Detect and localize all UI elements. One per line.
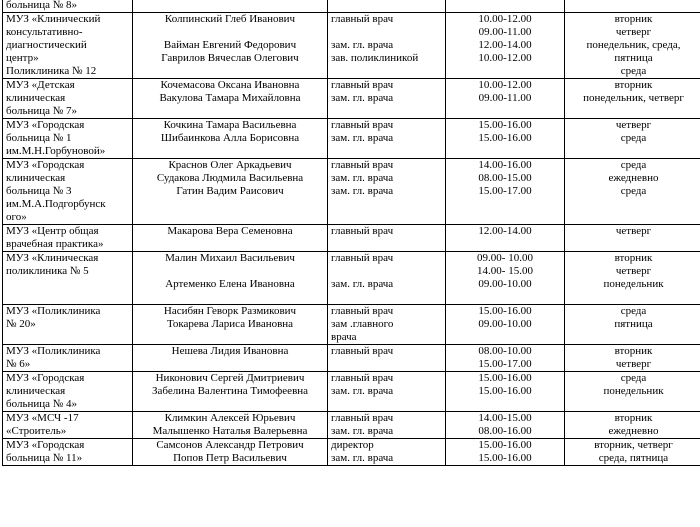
doctor-name: Попов Петр Васильевич bbox=[173, 452, 287, 464]
reception-day-cell bbox=[565, 119, 700, 159]
reception-time bbox=[449, 105, 561, 118]
reception-time bbox=[449, 211, 561, 224]
position-cell bbox=[328, 119, 446, 159]
table-row bbox=[3, 439, 700, 466]
doctor-name bbox=[136, 211, 324, 224]
position bbox=[331, 105, 442, 118]
reception-day: вторник bbox=[614, 79, 653, 91]
table-row bbox=[3, 225, 700, 252]
doctor-name: Кочемасова Оксана Ивановна bbox=[160, 79, 300, 91]
reception-day: вторник bbox=[614, 345, 653, 357]
table-row bbox=[3, 372, 700, 412]
table-row bbox=[3, 159, 700, 225]
reception-day: ежедневно bbox=[608, 425, 659, 437]
position: зам. гл. врача bbox=[331, 452, 394, 464]
organization-line: поликлиника № 5 bbox=[6, 265, 89, 277]
reception-day bbox=[568, 0, 699, 12]
reception-time: 15.00-16.00 bbox=[478, 439, 532, 451]
organization-line: им.М.Н.Горбуновой» bbox=[6, 145, 106, 157]
doctor-name: Шибаинкова Алла Борисовна bbox=[160, 132, 300, 144]
doctor-name: Климкин Алексей Юрьевич bbox=[164, 412, 296, 424]
doctor-name: Самсонов Александр Петрович bbox=[156, 439, 304, 451]
reception-day-cell bbox=[565, 372, 700, 412]
doctor-name: Артеменко Елена Ивановна bbox=[165, 278, 295, 290]
reception-time: 10.00-12.00 bbox=[478, 79, 532, 91]
position bbox=[331, 0, 442, 12]
reception-time: 15.00-16.00 bbox=[478, 385, 532, 397]
reception-day: вторник bbox=[614, 13, 653, 25]
doctor-name: Забелина Валентина Тимофеевна bbox=[151, 385, 309, 397]
reception-time: 15.00-16.00 bbox=[478, 119, 532, 131]
doctor-name-cell bbox=[133, 119, 328, 159]
reception-day bbox=[568, 145, 699, 158]
reception-time bbox=[449, 398, 561, 411]
position: главный врач bbox=[331, 79, 394, 91]
reception-day bbox=[568, 211, 699, 224]
reception-time bbox=[449, 65, 561, 78]
doctor-name-cell bbox=[133, 159, 328, 225]
position bbox=[331, 145, 442, 158]
position: врача bbox=[331, 331, 357, 343]
reception-day-cell bbox=[565, 345, 700, 372]
reception-time-cell bbox=[446, 0, 565, 13]
reception-day-cell bbox=[565, 439, 700, 466]
position bbox=[331, 291, 442, 304]
organization-line: центр» bbox=[6, 52, 39, 64]
doctor-name: Судакова Людмила Васильевна bbox=[156, 172, 304, 184]
position-cell bbox=[328, 305, 446, 345]
reception-day: среда bbox=[620, 65, 647, 77]
position-cell bbox=[328, 412, 446, 439]
reception-day: среда bbox=[620, 132, 647, 144]
reception-time: 08.00-10.00 bbox=[478, 345, 532, 357]
reception-time: 14.00- 15.00 bbox=[477, 265, 533, 277]
reception-day: четверг bbox=[615, 119, 652, 131]
organization-line bbox=[6, 278, 129, 291]
position-cell bbox=[328, 439, 446, 466]
organization-line bbox=[6, 291, 129, 304]
doctor-name bbox=[136, 105, 324, 118]
reception-day: понедельник, четверг bbox=[583, 92, 684, 104]
reception-day: пятница bbox=[614, 318, 653, 330]
organization-line: консультативно- bbox=[6, 26, 83, 38]
table-row bbox=[3, 119, 700, 159]
reception-time: 09.00- 10.00 bbox=[477, 252, 533, 264]
reception-time-cell bbox=[446, 159, 565, 225]
organization-cell bbox=[3, 252, 133, 305]
doctor-name: Вакулова Тамара Михайловна bbox=[159, 92, 301, 104]
reception-day bbox=[568, 291, 699, 304]
doctor-name: Насибян Геворк Размикович bbox=[163, 305, 297, 317]
organization-line: МУЗ «МСЧ -17 bbox=[6, 412, 79, 424]
doctor-name bbox=[136, 198, 324, 211]
position: зам .главного bbox=[331, 318, 394, 330]
organization-cell bbox=[3, 159, 133, 225]
doctor-name: Нешева Лидия Ивановна bbox=[171, 345, 289, 357]
reception-day-cell bbox=[565, 305, 700, 345]
organization-line: МУЗ «Городская bbox=[6, 439, 85, 451]
position-cell bbox=[328, 79, 446, 119]
reception-time bbox=[449, 145, 561, 158]
reception-day: пятница bbox=[614, 52, 653, 64]
reception-day-cell bbox=[565, 159, 700, 225]
organization-line: клиническая bbox=[6, 92, 66, 104]
doctor-name bbox=[136, 291, 324, 304]
position: главный врач bbox=[331, 13, 394, 25]
reception-time: 12.00-14.00 bbox=[478, 39, 532, 51]
schedule-table bbox=[2, 0, 700, 466]
reception-day bbox=[568, 398, 699, 411]
reception-time-cell bbox=[446, 345, 565, 372]
position: главный врач bbox=[331, 372, 394, 384]
reception-day: понедельник bbox=[603, 385, 664, 397]
position: зам. гл. врача bbox=[331, 132, 394, 144]
position: зам. гл. врача bbox=[331, 172, 394, 184]
schedule-table-body bbox=[3, 0, 700, 466]
doctor-name-cell bbox=[133, 439, 328, 466]
position: зам. гл. врача bbox=[331, 278, 394, 290]
organization-line: МУЗ «Городская bbox=[6, 159, 85, 171]
position: зам. гл. врача bbox=[331, 425, 394, 437]
position: зам. гл. врача bbox=[331, 92, 394, 104]
organization-line: больница № 7» bbox=[6, 105, 77, 117]
table-row bbox=[3, 79, 700, 119]
position: главный врач bbox=[331, 119, 394, 131]
organization-line: клиническая bbox=[6, 385, 66, 397]
reception-time: 10.00-12.00 bbox=[478, 13, 532, 25]
reception-day-cell bbox=[565, 412, 700, 439]
reception-day: четверг bbox=[615, 358, 652, 370]
organization-cell bbox=[3, 13, 133, 79]
organization-cell bbox=[3, 439, 133, 466]
doctor-name: Гатин Вадим Раисович bbox=[176, 185, 284, 197]
position-cell bbox=[328, 372, 446, 412]
reception-day bbox=[568, 198, 699, 211]
organization-line: МУЗ «Городская bbox=[6, 119, 85, 131]
reception-day: среда bbox=[620, 305, 647, 317]
doctor-name: Кочкина Тамара Васильевна bbox=[163, 119, 297, 131]
doctor-name-cell bbox=[133, 225, 328, 252]
reception-time bbox=[449, 331, 561, 344]
doctor-name: Колпинский Глеб Иванович bbox=[164, 13, 296, 25]
reception-time: 15.00-17.00 bbox=[478, 358, 532, 370]
reception-day: понедельник, среда, bbox=[586, 39, 681, 51]
reception-time: 15.00-17.00 bbox=[478, 185, 532, 197]
organization-line: больница № 11» bbox=[6, 452, 83, 464]
reception-day-cell bbox=[565, 13, 700, 79]
reception-time-cell bbox=[446, 119, 565, 159]
reception-time-cell bbox=[446, 13, 565, 79]
doctor-name bbox=[136, 65, 324, 78]
organization-cell bbox=[3, 225, 133, 252]
position: директор bbox=[331, 439, 374, 451]
doctor-name bbox=[136, 238, 324, 251]
organization-cell bbox=[3, 0, 133, 13]
reception-day: среда bbox=[620, 372, 647, 384]
position bbox=[331, 65, 442, 78]
table-row bbox=[3, 13, 700, 79]
organization-line: МУЗ «Городская bbox=[6, 372, 85, 384]
reception-time: 15.00-16.00 bbox=[478, 452, 532, 464]
position-cell bbox=[328, 0, 446, 13]
organization-line: больница № 3 bbox=[6, 185, 72, 197]
doctor-name bbox=[136, 331, 324, 344]
table-row bbox=[3, 0, 700, 13]
organization-line: МУЗ «Клинический bbox=[6, 13, 101, 25]
organization-cell bbox=[3, 119, 133, 159]
organization-line: МУЗ «Центр общая bbox=[6, 225, 99, 237]
reception-time-cell bbox=[446, 412, 565, 439]
reception-day: среда, пятница bbox=[598, 452, 669, 464]
doctor-name: Малин Михаил Васильевич bbox=[165, 252, 295, 264]
organization-line: Поликлиника № 12 bbox=[6, 65, 97, 77]
position: главный врач bbox=[331, 159, 394, 171]
organization-cell bbox=[3, 305, 133, 345]
doctor-name bbox=[136, 265, 324, 278]
organization-line: клиническая bbox=[6, 172, 66, 184]
position-cell bbox=[328, 345, 446, 372]
organization-cell bbox=[3, 372, 133, 412]
position bbox=[331, 26, 442, 39]
doctor-name-cell bbox=[133, 13, 328, 79]
position: главный врач bbox=[331, 225, 394, 237]
organization-line: больница № 1 bbox=[6, 132, 72, 144]
position-cell bbox=[328, 13, 446, 79]
reception-day: четверг bbox=[615, 225, 652, 237]
position: зам. гл. врача bbox=[331, 39, 394, 51]
doctor-name: Макарова Вера Семеновна bbox=[167, 225, 293, 237]
reception-time: 08.00-15.00 bbox=[478, 172, 532, 184]
reception-time-cell bbox=[446, 225, 565, 252]
reception-time: 09.00-11.00 bbox=[478, 92, 532, 104]
reception-time: 10.00-12.00 bbox=[478, 52, 532, 64]
reception-time: 09.00-10.00 bbox=[478, 318, 532, 330]
reception-day: четверг bbox=[615, 265, 652, 277]
reception-day-cell bbox=[565, 225, 700, 252]
position bbox=[331, 211, 442, 224]
reception-day: вторник bbox=[614, 412, 653, 424]
doctor-name bbox=[136, 398, 324, 411]
reception-time: 12.00-14.00 bbox=[478, 225, 532, 237]
doctor-name-cell bbox=[133, 345, 328, 372]
reception-time-cell bbox=[446, 305, 565, 345]
position bbox=[331, 398, 442, 411]
organization-line: МУЗ «Клиническая bbox=[6, 252, 99, 264]
reception-time bbox=[449, 198, 561, 211]
reception-day bbox=[568, 238, 699, 251]
position-cell bbox=[328, 159, 446, 225]
reception-time: 14.00-15.00 bbox=[478, 412, 532, 424]
reception-time: 15.00-16.00 bbox=[478, 132, 532, 144]
reception-time: 09.00-11.00 bbox=[478, 26, 532, 38]
organization-line: диагностический bbox=[6, 39, 87, 51]
doctor-name bbox=[136, 358, 324, 371]
position: главный врач bbox=[331, 305, 394, 317]
reception-time bbox=[449, 291, 561, 304]
reception-time bbox=[449, 238, 561, 251]
reception-day: вторник bbox=[614, 252, 653, 264]
reception-day: среда bbox=[620, 159, 647, 171]
position: главный врач bbox=[331, 412, 394, 424]
table-row bbox=[3, 345, 700, 372]
doctor-name: Малышенко Наталья Валерьевна bbox=[152, 425, 308, 437]
reception-day: среда bbox=[620, 185, 647, 197]
organization-line: № 6» bbox=[6, 358, 31, 370]
organization-cell bbox=[3, 412, 133, 439]
position: зам. гл. врача bbox=[331, 385, 394, 397]
doctor-name-cell bbox=[133, 79, 328, 119]
doctor-name bbox=[136, 145, 324, 158]
doctor-name-cell bbox=[133, 372, 328, 412]
position: главный врач bbox=[331, 345, 394, 357]
organization-cell bbox=[3, 345, 133, 372]
doctor-name bbox=[136, 26, 324, 39]
organization-line: МУЗ «Поликлиника bbox=[6, 345, 101, 357]
doctor-name-cell bbox=[133, 252, 328, 305]
doctor-name: Вайман Евгений Федорович bbox=[163, 39, 297, 51]
reception-day: ежедневно bbox=[608, 172, 659, 184]
doctor-name: Токарева Лариса Ивановна bbox=[166, 318, 294, 330]
reception-time bbox=[449, 0, 561, 12]
reception-day bbox=[568, 331, 699, 344]
reception-time: 15.00-16.00 bbox=[478, 372, 532, 384]
position-cell bbox=[328, 252, 446, 305]
organization-line: МУЗ «Детская bbox=[6, 79, 75, 91]
reception-day: вторник, четверг bbox=[594, 439, 673, 451]
reception-time: 14.00-16.00 bbox=[478, 159, 532, 171]
organization-line: больница № 4» bbox=[6, 398, 77, 410]
doctor-name-cell bbox=[133, 412, 328, 439]
organization-line: «Строитель» bbox=[6, 425, 67, 437]
doctor-name: Никонович Сергей Дмитриевич bbox=[155, 372, 305, 384]
reception-day: понедельник bbox=[603, 278, 664, 290]
organization-line: врачебная практика» bbox=[6, 238, 104, 250]
position bbox=[331, 265, 442, 278]
reception-time-cell bbox=[446, 252, 565, 305]
reception-day-cell bbox=[565, 79, 700, 119]
reception-day-cell bbox=[565, 252, 700, 305]
table-row bbox=[3, 252, 700, 305]
organization-line bbox=[6, 331, 129, 344]
doctor-name-cell bbox=[133, 305, 328, 345]
position: главный врач bbox=[331, 252, 394, 264]
position bbox=[331, 198, 442, 211]
reception-time-cell bbox=[446, 79, 565, 119]
position: зав. поликлиникой bbox=[331, 52, 419, 64]
reception-time: 08.00-16.00 bbox=[478, 425, 532, 437]
doctor-name: Краснов Олег Аркадьевич bbox=[168, 159, 292, 171]
position bbox=[331, 358, 442, 371]
reception-time-cell bbox=[446, 439, 565, 466]
table-row bbox=[3, 305, 700, 345]
position: зам. гл. врача bbox=[331, 185, 394, 197]
table-row bbox=[3, 412, 700, 439]
doctor-name bbox=[136, 0, 324, 12]
reception-time-cell bbox=[446, 372, 565, 412]
reception-time: 15.00-16.00 bbox=[478, 305, 532, 317]
doctor-name: Гаврилов Вячеслав Олегович bbox=[161, 52, 299, 64]
organization-line: № 20» bbox=[6, 318, 36, 330]
reception-day: четверг bbox=[615, 26, 652, 38]
reception-time: 09.00-10.00 bbox=[478, 278, 532, 290]
organization-line: ого» bbox=[6, 211, 27, 223]
doctor-name-cell bbox=[133, 0, 328, 13]
organization-line: больница № 8» bbox=[6, 0, 77, 11]
organization-line: МУЗ «Поликлиника bbox=[6, 305, 101, 317]
position-cell bbox=[328, 225, 446, 252]
position bbox=[331, 238, 442, 251]
reception-day-cell bbox=[565, 0, 700, 13]
reception-day bbox=[568, 105, 699, 118]
organization-line: им.М.А.Подгорбунск bbox=[6, 198, 106, 210]
organization-cell bbox=[3, 79, 133, 119]
